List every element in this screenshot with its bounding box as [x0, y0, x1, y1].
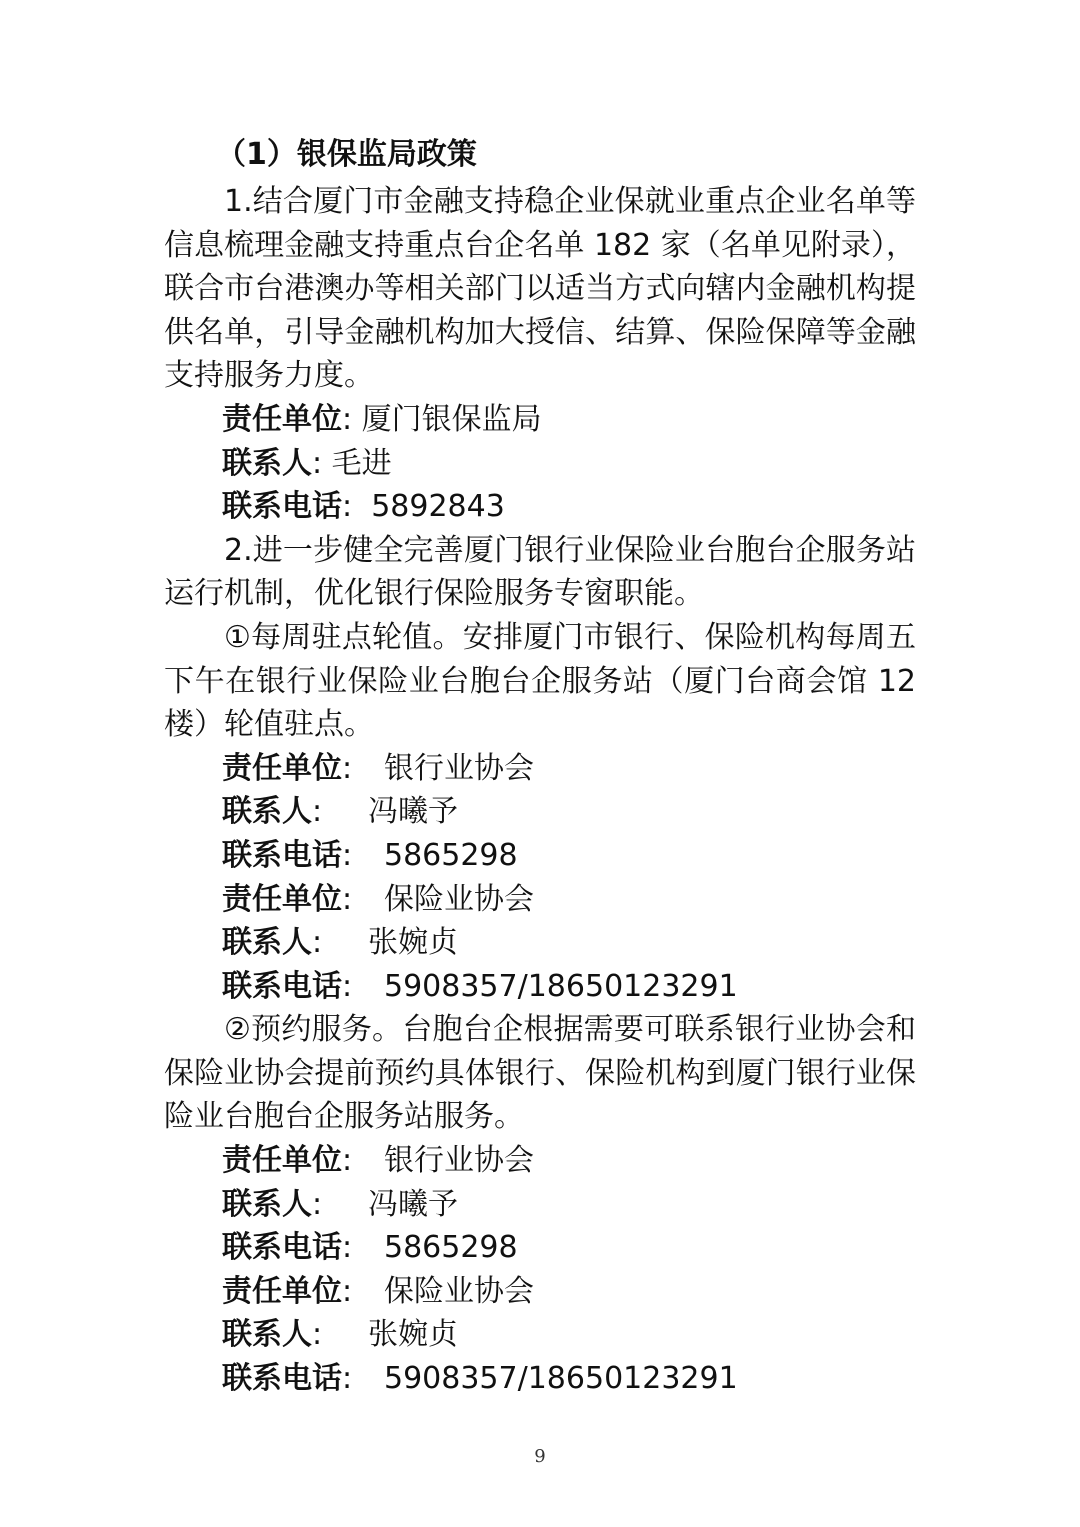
contact-value: 银行业协会	[384, 750, 534, 786]
contact-value: 毛进	[331, 445, 392, 481]
contact-label: 联系电话	[222, 489, 342, 525]
contact-value: 冯曦予	[368, 1186, 458, 1222]
contact-value: 5908357/18650123291	[384, 1361, 738, 1397]
contact-line	[164, 790, 916, 834]
contact-line	[164, 442, 916, 486]
contact-line	[164, 1270, 916, 1314]
contact-label: 联系人	[222, 925, 312, 961]
contact-line	[164, 1139, 916, 1183]
contact-value: 张婉贞	[368, 925, 458, 961]
colon: :	[342, 1143, 353, 1179]
colon: :	[342, 1361, 353, 1397]
contact-value: 保险业协会	[384, 1273, 534, 1309]
contact-line	[164, 1313, 916, 1357]
colon: :	[342, 1273, 353, 1309]
contact-line	[164, 485, 916, 529]
contact-line	[164, 1357, 916, 1401]
contact-line	[164, 1226, 916, 1270]
contact-line	[164, 834, 916, 878]
contact-value: 冯曦予	[368, 794, 458, 830]
contact-label: 联系人	[222, 1186, 312, 1222]
contact-value: 5865298	[384, 837, 518, 873]
sub-item-1-paragraph: ①每周驻点轮值。安排厦门市银行、保险机构每周五下午在银行业保险业台胞台企服务站（厦门台商会馆 12 楼）轮值驻点。	[164, 619, 916, 743]
document-body	[164, 130, 916, 1401]
contact-line	[164, 965, 916, 1009]
contact-value: 5908357/18650123291	[384, 968, 738, 1004]
contact-label: 责任单位	[222, 881, 342, 917]
contact-label: 联系人	[222, 1317, 312, 1353]
sub-item-2-paragraph: ②预约服务。台胞台企根据需要可联系银行业协会和保险业协会提前预约具体银行、保险机构到厦门银行业保险业台胞台企服务站服务。	[164, 1012, 916, 1135]
contact-label: 联系人	[222, 794, 312, 830]
colon: :	[342, 881, 353, 917]
contact-label: 联系人	[222, 445, 312, 481]
contact-value: 5865298	[384, 1230, 518, 1266]
contact-label: 责任单位	[222, 401, 342, 437]
colon: :	[312, 1186, 323, 1222]
colon: :	[342, 1230, 353, 1266]
colon: :	[342, 750, 353, 786]
item-1-paragraph: 1.结合厦门市金融支持稳企业保就业重点企业名单等信息梳理金融支持重点台企名单 182 家（名单见附录），联合市台港澳办等相关部门以适当方式向辖内金融机构提供名单，引导金融机构加大授信、结算、保险保障等金融支持服务力度。	[164, 184, 916, 394]
colon: :	[342, 489, 353, 525]
contact-value: 厦门银保监局	[361, 401, 542, 437]
colon: :	[342, 837, 353, 873]
contact-line	[164, 398, 916, 442]
item-2-paragraph: 2.进一步健全完善厦门银行业保险业台胞台企服务站运行机制，优化银行保险服务专窗职能。	[164, 532, 916, 612]
contact-value: 5892843	[371, 489, 505, 525]
contact-label: 联系电话	[222, 968, 342, 1004]
contact-line	[164, 1183, 916, 1227]
contact-value: 银行业协会	[384, 1143, 534, 1179]
contact-line	[164, 878, 916, 922]
colon: :	[342, 401, 353, 437]
page-number: 9	[534, 1446, 546, 1467]
colon: :	[312, 794, 323, 830]
contact-label: 联系电话	[222, 1361, 342, 1397]
section-heading: （1）银保监局政策	[216, 137, 477, 172]
contact-label: 责任单位	[222, 1273, 342, 1309]
contact-label: 责任单位	[222, 750, 342, 786]
contact-value: 保险业协会	[384, 881, 534, 917]
contact-value: 张婉贞	[368, 1317, 458, 1353]
contact-label: 联系电话	[222, 837, 342, 873]
contact-label: 责任单位	[222, 1143, 342, 1179]
colon: :	[312, 925, 323, 961]
contact-line	[164, 747, 916, 791]
colon: :	[312, 1317, 323, 1353]
colon: :	[312, 445, 323, 481]
colon: :	[342, 968, 353, 1004]
contact-label: 联系电话	[222, 1230, 342, 1266]
contact-line	[164, 921, 916, 965]
